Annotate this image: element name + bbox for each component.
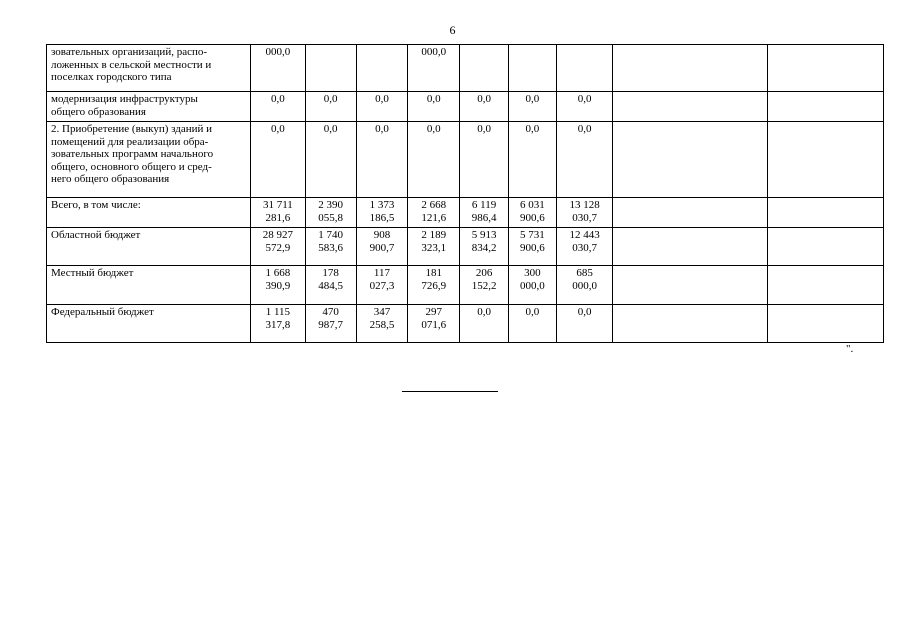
table-row bbox=[47, 45, 884, 92]
budget-table bbox=[46, 44, 884, 343]
row-label-line: него общего образования bbox=[51, 173, 170, 185]
value-cell bbox=[768, 92, 884, 122]
value-cell bbox=[305, 45, 356, 92]
value-cell: 0,0 bbox=[305, 122, 356, 198]
value-cell: 1 740 583,6 bbox=[305, 228, 356, 266]
value-cell: 0,0 bbox=[408, 92, 460, 122]
row-label-line: помещений для реализации обра- bbox=[51, 135, 209, 148]
value-cell bbox=[768, 305, 884, 343]
row-label-line: модернизация инфраструктуры bbox=[51, 93, 198, 105]
value-cell bbox=[356, 45, 407, 92]
value-cell: 0,0 bbox=[460, 305, 508, 343]
value-cell: 908 900,7 bbox=[356, 228, 407, 266]
value-cell: 0,0 bbox=[557, 122, 613, 198]
table-row bbox=[47, 228, 884, 266]
row-label bbox=[47, 266, 251, 305]
row-label-line: общего образования bbox=[51, 105, 146, 118]
value-cell: 178 484,5 bbox=[305, 266, 356, 305]
value-cell bbox=[613, 122, 768, 198]
row-label-line: Всего, в том числе: bbox=[51, 199, 141, 211]
value-cell bbox=[613, 45, 768, 92]
value-cell: 0,0 bbox=[356, 122, 407, 198]
value-cell bbox=[613, 266, 768, 305]
value-cell: 0,0 bbox=[460, 92, 508, 122]
value-cell bbox=[613, 92, 768, 122]
value-cell: 1 668 390,9 bbox=[251, 266, 305, 305]
value-cell bbox=[768, 45, 884, 92]
row-label bbox=[47, 92, 251, 122]
row-label bbox=[47, 228, 251, 266]
row-label-line: зовательных организаций, распо- bbox=[51, 46, 208, 58]
value-cell bbox=[768, 266, 884, 305]
footer-separator-line bbox=[402, 391, 498, 392]
row-label bbox=[47, 45, 251, 92]
value-cell: 117 027,3 bbox=[356, 266, 407, 305]
value-cell bbox=[613, 228, 768, 266]
value-cell: 5 731 900,6 bbox=[508, 228, 556, 266]
row-label-line: Федеральный бюджет bbox=[51, 306, 154, 318]
row-label-line: ложенных в сельской местности и bbox=[51, 58, 212, 71]
row-label-line: зовательных программ начального bbox=[51, 148, 214, 160]
row-label-line: Местный бюджет bbox=[51, 267, 134, 279]
table-row bbox=[47, 122, 884, 198]
table-row bbox=[47, 266, 884, 305]
value-cell: 0,0 bbox=[408, 122, 460, 198]
value-cell bbox=[768, 198, 884, 228]
value-cell: 13 128 030,7 bbox=[557, 198, 613, 228]
value-cell bbox=[460, 45, 508, 92]
value-cell: 0,0 bbox=[305, 92, 356, 122]
value-cell: 0,0 bbox=[508, 122, 556, 198]
value-cell: 12 443 030,7 bbox=[557, 228, 613, 266]
value-cell bbox=[613, 198, 768, 228]
value-cell: 2 390 055,8 bbox=[305, 198, 356, 228]
value-cell: 0,0 bbox=[356, 92, 407, 122]
value-cell: 300 000,0 bbox=[508, 266, 556, 305]
value-cell: 470 987,7 bbox=[305, 305, 356, 343]
row-label-line: 2. Приобретение (выкуп) зданий и bbox=[51, 123, 213, 135]
value-cell: 1 115 317,8 bbox=[251, 305, 305, 343]
value-cell: 000,0 bbox=[251, 45, 305, 92]
value-cell: 000,0 bbox=[408, 45, 460, 92]
value-cell: 0,0 bbox=[508, 305, 556, 343]
table-row bbox=[47, 305, 884, 343]
value-cell: 347 258,5 bbox=[356, 305, 407, 343]
page-number: 6 bbox=[449, 23, 456, 37]
value-cell: 0,0 bbox=[460, 122, 508, 198]
value-cell: 1 373 186,5 bbox=[356, 198, 407, 228]
value-cell: 2 189 323,1 bbox=[408, 228, 460, 266]
value-cell: 0,0 bbox=[251, 92, 305, 122]
value-cell: 297 071,6 bbox=[408, 305, 460, 343]
table-row bbox=[47, 92, 884, 122]
value-cell: 31 711 281,6 bbox=[251, 198, 305, 228]
value-cell: 0,0 bbox=[508, 92, 556, 122]
value-cell: 28 927 572,9 bbox=[251, 228, 305, 266]
row-label bbox=[47, 198, 251, 228]
value-cell: 206 152,2 bbox=[460, 266, 508, 305]
value-cell bbox=[768, 228, 884, 266]
value-cell: 685 000,0 bbox=[557, 266, 613, 305]
table-row bbox=[47, 198, 884, 228]
value-cell: 5 913 834,2 bbox=[460, 228, 508, 266]
value-cell bbox=[508, 45, 556, 92]
table-body bbox=[47, 45, 884, 343]
value-cell: 0,0 bbox=[557, 92, 613, 122]
row-label bbox=[47, 122, 251, 198]
closing-quote: ". bbox=[846, 343, 854, 355]
value-cell: 6 119 986,4 bbox=[460, 198, 508, 228]
row-label-line: поселках городского типа bbox=[51, 71, 172, 83]
value-cell: 0,0 bbox=[251, 122, 305, 198]
value-cell: 181 726,9 bbox=[408, 266, 460, 305]
row-label-line: общего, основного общего и сред- bbox=[51, 160, 212, 173]
value-cell bbox=[768, 122, 884, 198]
value-cell: 0,0 bbox=[557, 305, 613, 343]
row-label bbox=[47, 305, 251, 343]
value-cell: 6 031 900,6 bbox=[508, 198, 556, 228]
value-cell bbox=[613, 305, 768, 343]
value-cell: 2 668 121,6 bbox=[408, 198, 460, 228]
row-label-line: Областной бюджет bbox=[51, 229, 141, 241]
value-cell bbox=[557, 45, 613, 92]
